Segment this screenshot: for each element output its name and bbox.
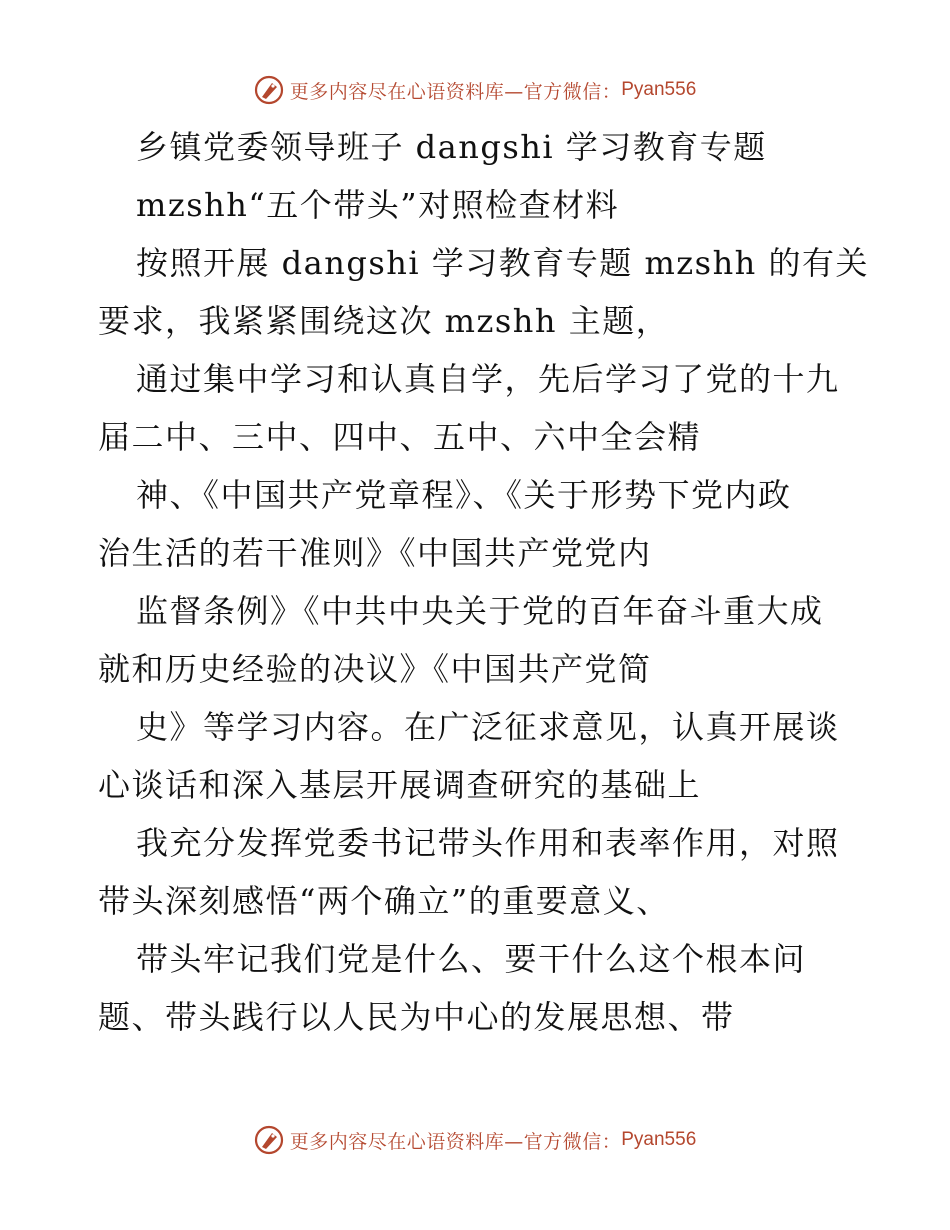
footer-watermark [0, 1120, 950, 1160]
text-line: 就和历史经验的决议》《中国共产党简 [98, 650, 652, 688]
text-line: 治生活的若干准则》《中国共产党党内 [98, 534, 652, 572]
text-line: 通过集中学习和认真自学，先后学习了党的十九 [136, 360, 840, 398]
text-line: 我充分发挥党委书记带头作用和表率作用，对照 [136, 824, 840, 862]
text-line: 要求，我紧紧围绕这次 mzshh 主题， [98, 302, 670, 340]
watermark-wechat-id: Pyan556 [621, 79, 697, 100]
text-line: 带头牢记我们党是什么、要干什么这个根本问 [136, 940, 807, 978]
watermark-text: 更多内容尽在心语资料库—官方微信： [289, 1130, 622, 1153]
pen-nib-circle-icon [254, 75, 284, 105]
text-line: 监督条例》《中共中央关于党的百年奋斗重大成 [136, 592, 824, 630]
text-line: 乡镇党委领导班子 dangshi 学习教育专题 [136, 128, 767, 166]
document-body [98, 118, 869, 1046]
text-line: 按照开展 dangshi 学习教育专题 mzshh 的有关 [136, 244, 869, 282]
text-line: 神、《中国共产党章程》、《关于形势下党内政 [136, 476, 792, 514]
watermark-text: 更多内容尽在心语资料库—官方微信： [289, 80, 622, 103]
pen-nib-circle-icon [254, 1125, 284, 1155]
text-line: 届二中、三中、四中、五中、六中全会精 [98, 418, 702, 456]
watermark-wechat-id: Pyan556 [621, 1129, 697, 1150]
text-line: mzshh“五个带头”对照检查材料 [136, 186, 620, 224]
header-watermark [0, 70, 950, 110]
text-line: 心谈话和深入基层开展调查研究的基础上 [98, 766, 702, 804]
text-line: 带头深刻感悟“两个确立”的重要意义、 [98, 882, 670, 920]
text-line: 史》等学习内容。在广泛征求意见，认真开展谈 [136, 708, 840, 746]
text-line: 题、带头践行以人民为中心的发展思想、带 [98, 998, 735, 1036]
